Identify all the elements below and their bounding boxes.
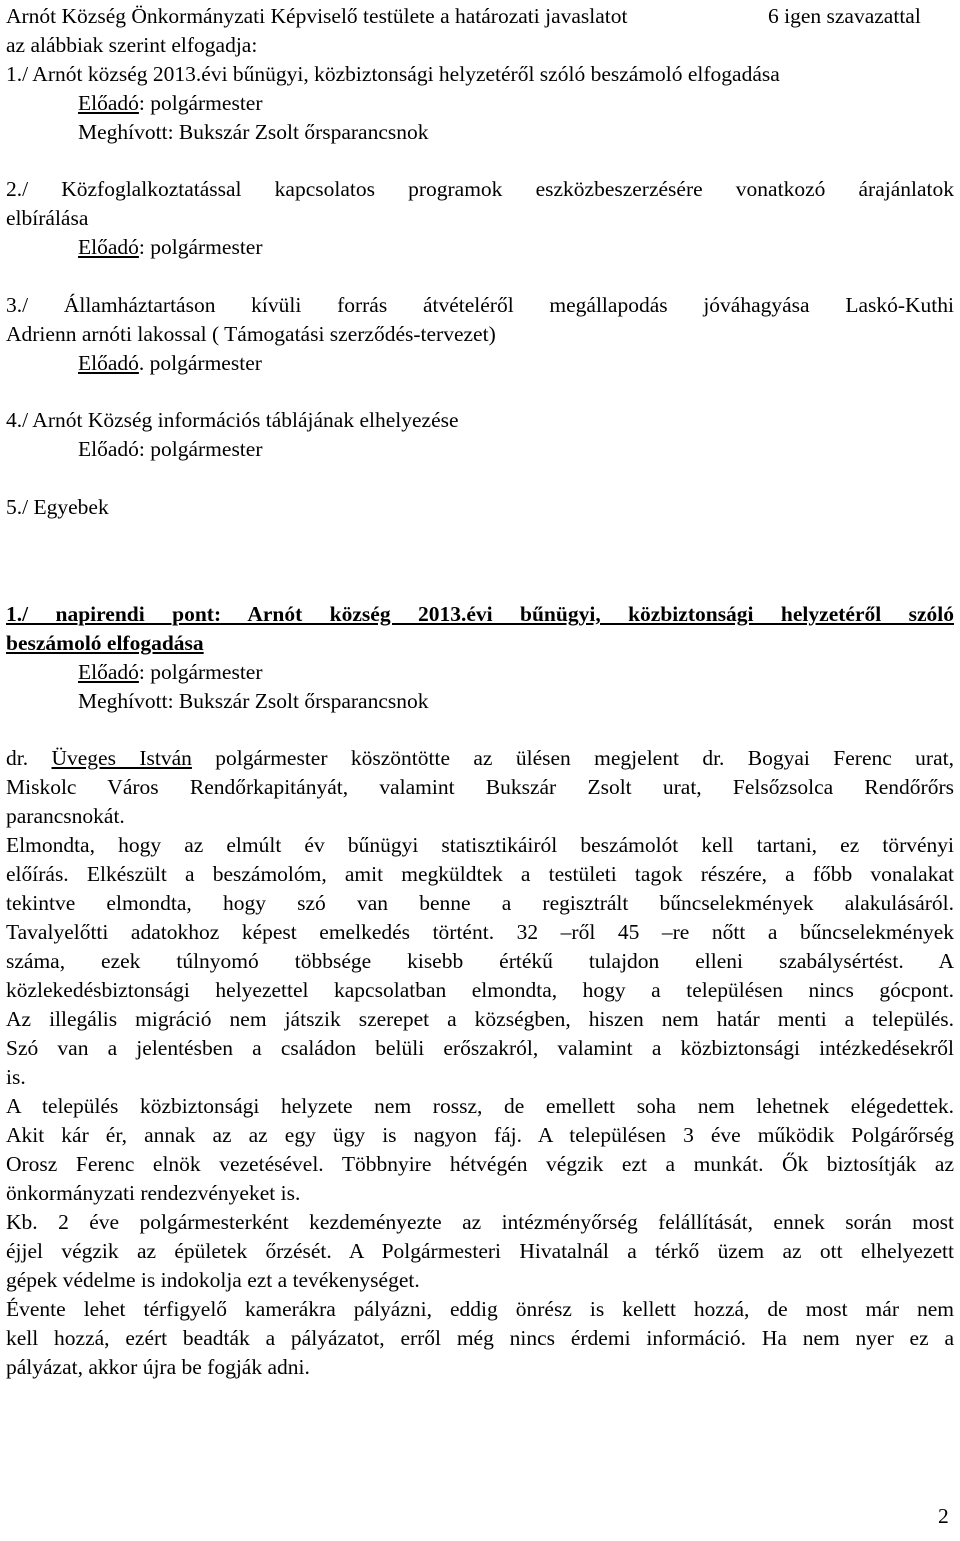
paragraph-2-line-5: száma, ezek túlnyomó többsége kisebb értékű tulajdon elleni szabálysértést. A — [6, 949, 954, 973]
intro-line-1: Arnót Község Önkormányzati Képviselő testülete a határozati javaslatot — [6, 4, 628, 28]
agenda-item-1-invited: Meghívott: Bukszár Zsolt őrsparancsnok — [78, 120, 429, 144]
paragraph-3-line-2: Akit kár ér, annak az az egy ügy is nagyon fáj. A településen 3 éve működik Polgárőrség — [6, 1123, 954, 1147]
agenda-item-3-title-line-2: Adrienn arnóti lakossal ( Támogatási szerződés-tervezet) — [6, 322, 496, 346]
agenda-item-2-presenter — [78, 233, 263, 262]
paragraph-5-line-3: pályázat, akkor újra be fogják adni. — [6, 1355, 310, 1379]
paragraph-5-line-1: Évente lehet térfigyelő kamerákra pályázni, eddig önrész is kellett hozzá, de most már nem — [6, 1297, 954, 1321]
paragraph-2-line-9: is. — [6, 1065, 26, 1089]
paragraph-2-line-7: Az illegális migráció nem játszik szerepet a községben, hiszen nem határ menti a település. — [6, 1007, 954, 1031]
presenter-role: : polgármester — [138, 91, 263, 115]
intro-votes: 6 igen szavazattal — [768, 4, 921, 28]
agenda-item-4-presenter: Előadó: polgármester — [78, 437, 263, 461]
presenter-label: Előadó — [78, 660, 139, 684]
paragraph-2-line-4: Tavalyelőtti adatokhoz képest emelkedés történt. 32 –ről 45 –re nőtt a bűncselekmények — [6, 920, 954, 944]
paragraph-2-line-2: előírás. Elkészült a beszámolóm, amit megküldtek a testületi tagok részére, a főbb vonalakat — [6, 862, 954, 886]
paragraph-4-line-2: éjjel végzik az épületek őrzését. A Polgármesteri Hivatalnál a térkő üzem az ott elhelyezett — [6, 1239, 954, 1263]
agenda-item-4-title: 4./ Arnót Község információs táblájának elhelyezése — [6, 408, 459, 432]
paragraph-5-line-2: kell hozzá, ezért beadták a pályázatot, erről még nincs érdemi információ. Ha nem nyer ez a — [6, 1326, 954, 1350]
paragraph-1-line-3: parancsnokát. — [6, 804, 125, 828]
paragraph-2-line-8: Szó van a jelentésben a családon belüli erőszakról, valamint a közbiztonsági intézkedésekről — [6, 1036, 954, 1060]
presenter-label: Előadó — [78, 235, 139, 259]
paragraph-1-line-1 — [6, 744, 954, 773]
paragraph-3-line-4: önkormányzati rendezvényeket is. — [6, 1181, 301, 1205]
section-1-heading-line-1: 1./ napirendi pont: Arnót község 2013.évi bűnügyi, közbiztonsági helyzetéről szóló — [6, 602, 954, 626]
paragraph-3-line-3: Orosz Ferenc elnök vezetésével. Többnyire hétvégén végzik ezt a munkát. Ők biztosítják az — [6, 1152, 954, 1176]
page-number: 2 — [938, 1504, 949, 1528]
paragraph-1-line-1-rest: polgármester köszöntötte az ülésen megjelent dr. Bogyai Ferenc urat, — [191, 746, 954, 770]
presenter-role: . polgármester — [138, 351, 262, 375]
paragraph-2-line-1: Elmondta, hogy az elmúlt év bűnügyi statisztikáiról beszámolót kell tartani, ez törvényi — [6, 833, 954, 857]
presenter-role: : polgármester — [138, 235, 263, 259]
paragraph-4-line-1: Kb. 2 éve polgármesterként kezdeményezte az intézményőrség felállítását, ennek során most — [6, 1210, 954, 1234]
agenda-item-3-presenter — [78, 349, 262, 378]
paragraph-2-line-3: tekintve elmondta, hogy szó van benne a regisztrált bűncselekmények alakulásáról. — [6, 891, 954, 915]
mayor-name: Üveges István — [51, 746, 192, 770]
paragraph-3-line-1: A település közbiztonsági helyzete nem rossz, de emellett soha nem lehetnek elégedettek. — [6, 1094, 954, 1118]
agenda-item-2-title-line-1: 2./ Közfoglalkoztatással kapcsolatos programok eszközbeszerzésére vonatkozó árajánlatok — [6, 177, 954, 201]
presenter-role: : polgármester — [138, 660, 263, 684]
agenda-item-2-title-line-2: elbírálása — [6, 206, 89, 230]
section-1-heading-line-2: beszámoló elfogadása — [6, 631, 204, 655]
presenter-label: Előadó — [78, 351, 139, 375]
section-1-presenter — [78, 658, 263, 687]
paragraph-1-line-2: Miskolc Város Rendőrkapitányát, valamint Bukszár Zsolt urat, Felsőzsolca Rendőrőrs — [6, 775, 954, 799]
section-1-invited: Meghívott: Bukszár Zsolt őrsparancsnok — [78, 689, 429, 713]
agenda-item-1-title: 1./ Arnót község 2013.évi bűnügyi, közbiztonsági helyzetéről szóló beszámoló elfogadása — [6, 62, 780, 86]
agenda-item-3-title-line-1: 3./ Államháztartáson kívüli forrás átvételéről megállapodás jóváhagyása Laskó-Kuthi — [6, 293, 954, 317]
paragraph-4-line-3: gépek védelme is indokolja ezt a tevékenységet. — [6, 1268, 420, 1292]
agenda-item-5-title: 5./ Egyebek — [6, 495, 109, 519]
dr-prefix: dr. — [6, 746, 52, 770]
intro-line-2: az alábbiak szerint elfogadja: — [6, 33, 258, 57]
presenter-label: Előadó — [78, 91, 139, 115]
paragraph-2-line-6: közlekedésbiztonsági helyezettel kapcsolatban elmondta, hogy a településen nincs gócpont. — [6, 978, 954, 1002]
agenda-item-1-presenter — [78, 89, 263, 118]
